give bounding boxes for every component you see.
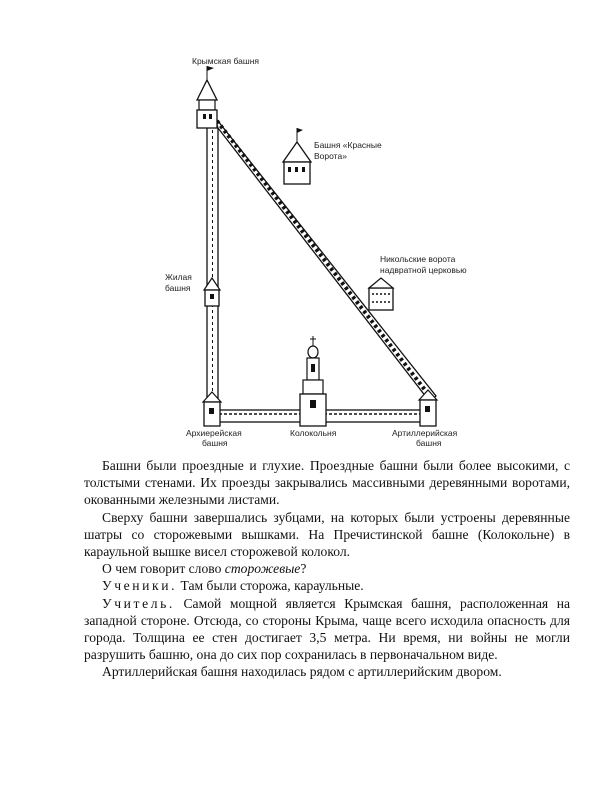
label-red-gate-1: Башня «Красные [314, 140, 382, 150]
paragraph-3 [84, 560, 570, 577]
label-artillery-2: башня [416, 438, 442, 448]
teacher-speech: Самой мощной является Крымская башня, расположенная на западной стороне. Отсюда, со стороны Крыма, чаще всего исходила опасность для города. Толщина ее стен достигает 3,5 метра. Ни время, ни войны не могли разрушить башню, она до сих пор сохранилась в первоначальном виде. [84, 595, 570, 663]
west-wall [207, 122, 218, 412]
speaker-teacher: Учитель. [102, 595, 175, 611]
label-artillery-1: Артиллерийская [392, 428, 458, 438]
label-church-gate-2: надвратной церковью [380, 265, 467, 275]
label-crimean-tower: Крымская башня [192, 56, 259, 66]
label-living-1: Жилая [165, 272, 192, 282]
text-body [84, 457, 570, 681]
church-gate [369, 278, 393, 310]
label-red-gate-2: Ворота» [314, 151, 347, 161]
paragraph-1: Башни были проездные и глухие. Проездные башни были более высокими, с толстыми стенами. Их проезды закрывались массивными деревянными воротами, окованными железными листами. [84, 458, 570, 508]
question-mark: ? [300, 561, 307, 577]
speaker-students: Ученики. [102, 578, 178, 594]
label-living-2: башня [165, 283, 191, 293]
label-bell-tower: Колокольня [290, 428, 337, 438]
bell-tower [300, 336, 326, 426]
paragraph-4 [84, 577, 570, 594]
students-reply: Там были сторожа, караульные. [177, 578, 364, 594]
question-word: сторожевые [224, 561, 301, 577]
paragraph-5 [84, 595, 570, 664]
paragraph-6: Артиллерийская башня находилась рядом с артиллерийским двором. [102, 664, 502, 680]
label-bishop-1: Архиерейская [186, 428, 242, 438]
crimean-tower [197, 66, 217, 128]
paragraph-2: Сверху башни завершались зубцами, на которых были устроены деревянные шатры со сторожевыми вышками. На Пречистинской башне (Колокольне) в караульной вышке висел сторожевой колокол. [84, 509, 570, 560]
label-church-gate-1: Никольские ворота [380, 254, 456, 264]
red-gate-tower [283, 128, 311, 184]
question-text: О чем говорит слово [102, 561, 225, 577]
label-bishop-2: башня [202, 438, 228, 448]
